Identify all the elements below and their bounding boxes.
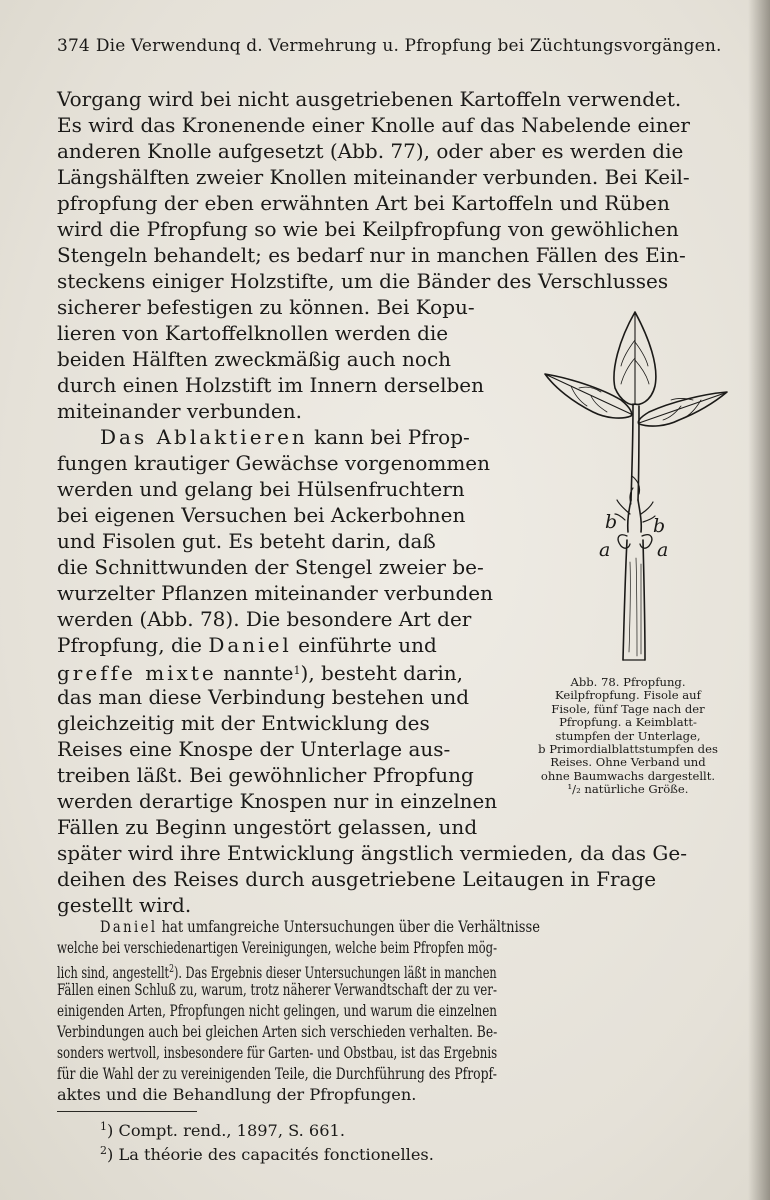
spaced-term: Das Ablaktieren xyxy=(100,425,308,449)
body-line: Stengeln behandelt; es bedarf nur in manchen Fällen des Ein- xyxy=(57,243,686,267)
small-line: welche bei verschiedenartigen Vereinigungen, welche beim Pfropfen mög- xyxy=(57,938,498,957)
body-line: sicherer befestigen zu können. Bei Kopu- xyxy=(57,295,475,319)
author-name: Daniel xyxy=(100,917,158,936)
body-line: das man diese Verbindung bestehen und xyxy=(57,685,470,709)
footnote-ref: 1 xyxy=(293,664,301,677)
body-line: anderen Knolle aufgesetzt (Abb. 77), oder aber es werden die xyxy=(57,139,684,163)
caption-line: Abb. 78. Pfropfung. xyxy=(570,675,686,689)
small-line: lich sind, angestellt$^2$). Das Ergebnis dieser Untersuchungen läßt in manchen xyxy=(57,962,497,982)
body-line: beiden Hälften zweckmäßig auch noch xyxy=(57,347,452,371)
body-line: steckens einiger Holzstifte, um die Bänder des Verschlusses xyxy=(57,269,669,293)
body-line: Das Ablaktieren kann bei Pfrop- xyxy=(100,425,470,449)
body-line: deihen des Reises durch ausgetriebene Leitaugen in Frage xyxy=(57,867,657,891)
label-b-left: b xyxy=(605,511,618,533)
small-line: Daniel hat umfangreiche Untersuchungen über die Verhältnisse xyxy=(100,917,540,936)
caption-line: ¹/₂ natürliche Größe. xyxy=(567,782,689,797)
body-line: wurzelter Pflanzen miteinander verbunden xyxy=(57,581,493,605)
page-edge-shadow xyxy=(748,0,770,1200)
body-line: treiben läßt. Bei gewöhnlicher Pfropfung xyxy=(57,763,474,787)
footnote-rule xyxy=(57,1111,197,1112)
caption-line: Keilpfropfung. Fisole auf xyxy=(555,688,701,703)
body-line: pfropfung der eben erwähnten Art bei Kartoffeln und Rüben xyxy=(57,191,670,215)
body-line: Fällen zu Beginn ungestört gelassen, und xyxy=(57,815,478,839)
running-title: Die Verwendunq d. Vermehrung u. Pfropfung bei Züchtungsvorgängen. xyxy=(95,36,722,56)
body-line: Pfropfung, die Daniel einführte und xyxy=(57,633,437,657)
small-line: aktes und die Behandlung der Pfropfungen. xyxy=(57,1085,417,1104)
small-line: einigenden Arten, Pfropfungen nicht gelingen, und warum die einzelnen xyxy=(57,1001,497,1020)
caption-line: Pfropfung. a Keimblatt- xyxy=(559,715,697,730)
small-line: Fällen einen Schluß zu, warum, trotz näherer Verwandtschaft der zu ver- xyxy=(57,980,497,999)
body-line: Reises eine Knospe der Unterlage aus- xyxy=(57,737,451,761)
body-line: Es wird das Kronenende einer Knolle auf das Nabelende einer xyxy=(57,113,690,137)
body-line: durch einen Holzstift im Innern derselben xyxy=(57,373,485,397)
caption-line: b Primordialblattstumpfen des xyxy=(538,742,718,757)
body-line: greffe mixte nannte$^1$), besteht darin, xyxy=(57,661,464,685)
label-a-left: a xyxy=(599,539,611,561)
rootstock-stem xyxy=(623,540,645,660)
body-line: wird die Pfropfung so wie bei Keilpfropfung von gewöhlichen xyxy=(57,217,679,241)
running-header xyxy=(57,36,747,56)
body-line: werden derartige Knospen nur in einzelnen xyxy=(57,789,498,813)
body-line: fungen krautiger Gewächse vorgenommen xyxy=(57,451,491,475)
label-a-right: a xyxy=(657,539,669,561)
footnote: $^2$) La théorie des capacités fonctionelles. xyxy=(100,1144,434,1164)
body-line: werden (Abb. 78). Die besondere Art der xyxy=(57,607,472,631)
scion-stem xyxy=(631,404,639,500)
footnote-ref: 2 xyxy=(169,962,174,975)
caption-line: ohne Baumwachs dargestellt. xyxy=(540,768,716,783)
body-line: gleichzeitig mit der Entwicklung des xyxy=(57,711,430,735)
body-line: bei eigenen Versuchen bei Ackerbohnen xyxy=(57,503,466,527)
small-line: für die Wahl der zu vereinigenden Teile, die Durchführung des Pfropf- xyxy=(57,1064,497,1083)
author-name: Daniel xyxy=(208,633,292,657)
caption-line: Fisole, fünf Tage nach der xyxy=(551,701,705,716)
figure-caption xyxy=(512,676,744,797)
body-line: und Fisolen gut. Es beteht darin, daß xyxy=(57,529,436,553)
small-line: Verbindungen auch bei gleichen Arten sich verschieden verhalten. Be- xyxy=(57,1022,498,1041)
grafting-illustration xyxy=(535,300,735,670)
footnote: $^1$) Compt. rend., 1897, S. 661. xyxy=(100,1120,345,1140)
small-line: sonders wertvoll, insbesondere für Garten- und Obstbau, ist das Ergebnis xyxy=(57,1043,498,1062)
body-line: später wird ihre Entwicklung ängstlich vermieden, da das Ge- xyxy=(57,841,687,865)
body-line: werden und gelang bei Hülsenfruchtern xyxy=(57,477,465,501)
body-line: Längshälften zweier Knollen miteinander verbunden. Bei Keil- xyxy=(57,165,690,189)
caption-line: Reises. Ohne Verband und xyxy=(550,755,706,770)
body-line: miteinander verbunden. xyxy=(57,399,303,423)
label-b-right: b xyxy=(653,515,666,537)
page-number: 374 xyxy=(57,36,90,56)
body-line: die Schnittwunden der Stengel zweier be- xyxy=(57,555,484,579)
body-line: lieren von Kartoffelknollen werden die xyxy=(57,321,449,345)
body-line: Vorgang wird bei nicht ausgetriebenen Kartoffeln verwendet. xyxy=(57,87,682,111)
spaced-term: greffe mixte xyxy=(57,661,217,685)
caption-line: stumpfen der Unterlage, xyxy=(555,728,701,743)
body-line: gestellt wird. xyxy=(57,893,192,917)
